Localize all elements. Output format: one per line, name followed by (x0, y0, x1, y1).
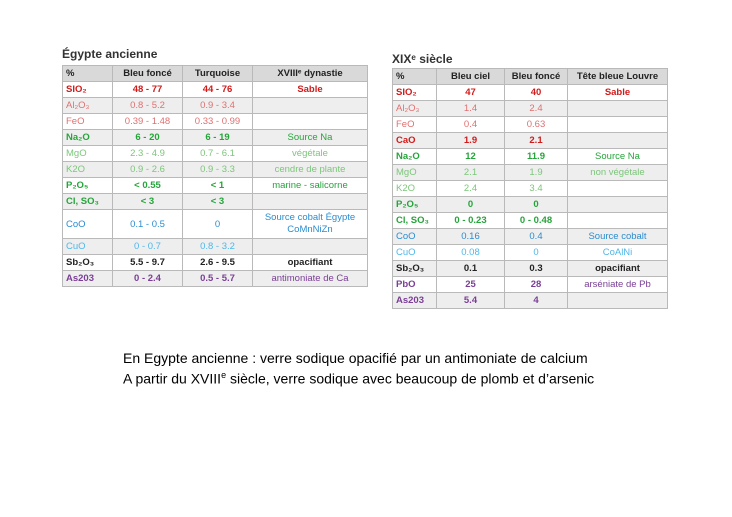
oxide-cell: Na₂O (63, 130, 113, 146)
table-row (393, 133, 668, 149)
value-cell: 0 (505, 245, 568, 261)
left-table-title: Égypte ancienne (62, 47, 158, 61)
note-cell (568, 101, 668, 117)
header-cell: XVIIIᵉ dynastie (253, 66, 368, 82)
header-cell: Turquoise (183, 66, 253, 82)
value-cell: 0 - 0.23 (437, 213, 505, 229)
value-cell: 0.4 (505, 229, 568, 245)
note-cell (568, 181, 668, 197)
table-row (63, 239, 368, 255)
value-cell: 0.7 - 6.1 (183, 146, 253, 162)
header-cell: % (63, 66, 113, 82)
value-cell: 2.1 (437, 165, 505, 181)
table-row (63, 130, 368, 146)
oxide-cell: As203 (393, 293, 437, 309)
caption-line-2 (123, 367, 594, 388)
table-row (393, 293, 668, 309)
note-cell (568, 117, 668, 133)
value-cell: 6 - 20 (113, 130, 183, 146)
value-cell: 0.5 - 5.7 (183, 271, 253, 287)
oxide-cell: Al₂O₃ (63, 98, 113, 114)
header-cell: % (393, 69, 437, 85)
oxide-cell: Cl, SO₃ (63, 194, 113, 210)
note-cell: Source Na (253, 130, 368, 146)
caption-line-2-suffix: siècle, verre sodique avec beaucoup de plomb et d’arsenic (226, 370, 595, 387)
value-cell: 0.1 - 0.5 (113, 210, 183, 239)
note-cell (253, 98, 368, 114)
value-cell: 1.9 (437, 133, 505, 149)
value-cell: < 3 (113, 194, 183, 210)
note-cell: arséniate de Pb (568, 277, 668, 293)
table-row (393, 101, 668, 117)
value-cell: 12 (437, 149, 505, 165)
oxide-cell: Na₂O (393, 149, 437, 165)
note-cell: CoAlNi (568, 245, 668, 261)
note-cell: Sable (253, 82, 368, 98)
value-cell: 0.9 - 3.4 (183, 98, 253, 114)
oxide-cell: Al₂O₃ (393, 101, 437, 117)
value-cell: < 3 (183, 194, 253, 210)
oxide-cell: K2O (393, 181, 437, 197)
table-row (63, 210, 368, 239)
note-cell: cendre de plante (253, 162, 368, 178)
value-cell: 0.39 - 1.48 (113, 114, 183, 130)
note-cell (568, 213, 668, 229)
oxide-cell: CoO (393, 229, 437, 245)
oxide-cell: CuO (63, 239, 113, 255)
note-cell (253, 239, 368, 255)
table-row (393, 197, 668, 213)
note-cell: Source cobalt (568, 229, 668, 245)
note-cell: non végétale (568, 165, 668, 181)
value-cell: 3.4 (505, 181, 568, 197)
table-row (393, 85, 668, 101)
oxide-cell: PbO (393, 277, 437, 293)
value-cell: 0.16 (437, 229, 505, 245)
oxide-cell: CoO (63, 210, 113, 239)
header-row (393, 69, 668, 85)
oxide-cell: CaO (393, 133, 437, 149)
oxide-cell: FeO (63, 114, 113, 130)
value-cell: 48 - 77 (113, 82, 183, 98)
value-cell: 0 (183, 210, 253, 239)
header-row (63, 66, 368, 82)
oxide-cell: Cl, SO₃ (393, 213, 437, 229)
value-cell: 4 (505, 293, 568, 309)
caption-line-2-prefix: A partir du XVIII (123, 370, 222, 387)
oxide-cell: Sb₂O₃ (63, 255, 113, 271)
oxide-cell: K2O (63, 162, 113, 178)
value-cell: 2.1 (505, 133, 568, 149)
caption-line-2-sup: e (221, 370, 227, 380)
table-row (393, 261, 668, 277)
note-cell: Sable (568, 85, 668, 101)
value-cell: 44 - 76 (183, 82, 253, 98)
note-cell (253, 114, 368, 130)
value-cell: 0.1 (437, 261, 505, 277)
header-cell: Bleu foncé (113, 66, 183, 82)
note-cell: marine - salicorne (253, 178, 368, 194)
table-row (393, 117, 668, 133)
table-row (393, 213, 668, 229)
value-cell: 0.3 (505, 261, 568, 277)
table-row (63, 271, 368, 287)
table-row (393, 245, 668, 261)
oxide-cell: SIO₂ (393, 85, 437, 101)
header-cell: Bleu foncé (505, 69, 568, 85)
value-cell: 47 (437, 85, 505, 101)
oxide-cell: MgO (393, 165, 437, 181)
value-cell: 0 (437, 197, 505, 213)
note-cell (253, 194, 368, 210)
oxide-cell: FeO (393, 117, 437, 133)
oxide-cell: MgO (63, 146, 113, 162)
table-row (63, 82, 368, 98)
oxide-cell: CuO (393, 245, 437, 261)
table-row (63, 178, 368, 194)
value-cell: 5.4 (437, 293, 505, 309)
table-row (63, 146, 368, 162)
value-cell: 0.8 - 5.2 (113, 98, 183, 114)
note-cell: opacifiant (253, 255, 368, 271)
caption-line-1: En Egypte ancienne : verre sodique opacifié par un antimoniate de calcium (123, 350, 588, 366)
oxide-cell: As203 (63, 271, 113, 287)
note-cell: antimoniate de Ca (253, 271, 368, 287)
value-cell: 0.9 - 3.3 (183, 162, 253, 178)
value-cell: 0 (505, 197, 568, 213)
oxide-cell: P₂O₅ (393, 197, 437, 213)
value-cell: 0.9 - 2.6 (113, 162, 183, 178)
table-row (393, 277, 668, 293)
header-cell: Bleu ciel (437, 69, 505, 85)
header-cell: Tête bleue Louvre (568, 69, 668, 85)
value-cell: 0 - 0.7 (113, 239, 183, 255)
value-cell: 5.5 - 9.7 (113, 255, 183, 271)
table-row (63, 98, 368, 114)
table-row (393, 229, 668, 245)
note-cell: Source Na (568, 149, 668, 165)
left-table-body (63, 82, 368, 287)
table-row (393, 165, 668, 181)
table-row (63, 114, 368, 130)
value-cell: < 0.55 (113, 178, 183, 194)
oxide-cell: SIO₂ (63, 82, 113, 98)
value-cell: 2.4 (505, 101, 568, 117)
value-cell: 25 (437, 277, 505, 293)
note-cell (568, 133, 668, 149)
note-cell (568, 293, 668, 309)
table-row (393, 149, 668, 165)
table-row (63, 162, 368, 178)
value-cell: 40 (505, 85, 568, 101)
value-cell: 2.6 - 9.5 (183, 255, 253, 271)
value-cell: 1.9 (505, 165, 568, 181)
right-table-body (393, 85, 668, 309)
egypte-ancienne-table (62, 65, 368, 287)
caption (123, 350, 594, 388)
value-cell: 11.9 (505, 149, 568, 165)
right-table-title: XIXᵉ siècle (392, 52, 453, 66)
table-row (63, 194, 368, 210)
xixe-siecle-table (392, 68, 668, 309)
value-cell: 2.3 - 4.9 (113, 146, 183, 162)
value-cell: 0 - 2.4 (113, 271, 183, 287)
note-cell: opacifiant (568, 261, 668, 277)
value-cell: 0.33 - 0.99 (183, 114, 253, 130)
value-cell: 0.08 (437, 245, 505, 261)
value-cell: 0 - 0.48 (505, 213, 568, 229)
oxide-cell: Sb₂O₃ (393, 261, 437, 277)
table-row (393, 181, 668, 197)
value-cell: 0.8 - 3.2 (183, 239, 253, 255)
note-cell: végétale (253, 146, 368, 162)
note-cell: Source cobalt Égypte CoMnNiZn (253, 210, 368, 239)
note-cell (568, 197, 668, 213)
value-cell: 1.4 (437, 101, 505, 117)
value-cell: 28 (505, 277, 568, 293)
oxide-cell: P₂O₅ (63, 178, 113, 194)
value-cell: 0.63 (505, 117, 568, 133)
value-cell: 6 - 19 (183, 130, 253, 146)
value-cell: 2.4 (437, 181, 505, 197)
value-cell: < 1 (183, 178, 253, 194)
value-cell: 0.4 (437, 117, 505, 133)
table-row (63, 255, 368, 271)
